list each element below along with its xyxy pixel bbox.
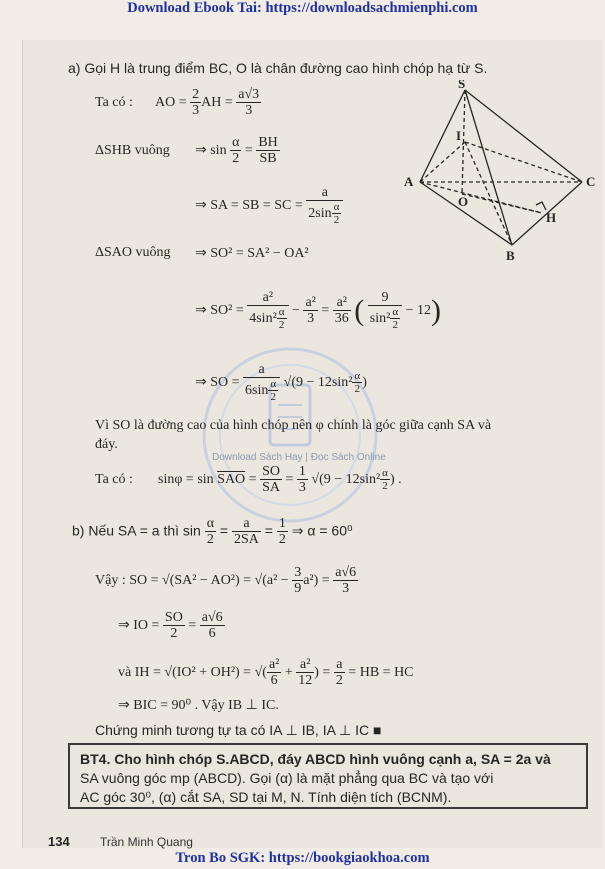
alpha-60: ⇒ α = 60⁰: [291, 522, 353, 539]
watermark-text: Download Sách Hay | Đọc Sách Online: [212, 452, 386, 463]
so2-label: ⇒ SO² =: [195, 303, 244, 319]
bt4-box: [68, 743, 588, 809]
shb-label: ΔSHB vuông: [95, 143, 170, 158]
ta-co-2: Ta có :: [95, 472, 133, 487]
sa-label: ⇒ SA = SB = SC =: [195, 198, 303, 214]
bt4-line-3: AC góc 30⁰, (α) cắt SA, SD tại M, N. Tính diện tích (BCNM).: [80, 789, 452, 805]
footer-link[interactable]: Tron Bo SGK: https://bookgiaokhoa.com: [175, 850, 430, 866]
vay-so: Vậy : SO = √(SA² − AO²) = √(a² − $\frac{3}{9}$ a²) = $\frac{a√6}{3}$: [95, 565, 357, 597]
io-formula: ⇒ IO = $\frac{SO}{2}$ = $\frac{a√6}{6}$: [118, 610, 223, 642]
so2-line2: ⇒ SO² = a² 4sin² $\frac{\alpha}{2}$ − $\frac{\text{a²}}{3}$ = $\frac{\text{a²}}{36}$ ( 9 sin² $\frac{\alpha}{2}$ − 12): [195, 290, 441, 332]
sin-label: ⇒ sin: [195, 143, 227, 159]
ao-formula: AO = $\frac{2}{3}$ AH = $\frac{a√3}{3}$: [155, 87, 260, 119]
so2-formula: ⇒ SO² = SA² − OA²: [195, 246, 309, 261]
so-label: ⇒ SO =: [195, 375, 240, 391]
author-name: Trần Minh Quang: [100, 835, 193, 849]
part-b-label: b) Nếu SA = a thì sin: [72, 522, 201, 539]
vay-so-label: Vậy : SO =: [95, 573, 159, 589]
sinphi-formula: $\sin\varphi = \sin \overline{SAO}$ = $\frac{SO}{SA}$ = $\frac{1}{3}$ √(9 − 12sin² $\frac{\alpha}{2}$ ) .: [158, 464, 402, 496]
bt4-line-2: SA vuông góc mp (ABCD). Gọi (α) là mặt phẳng qua BC và tạo với: [80, 770, 494, 786]
ta-co-1: Ta có :: [95, 95, 133, 110]
so-note-1: Vì SO là đường cao của hình chóp nên φ chính là góc giữa cạnh SA và: [95, 418, 492, 433]
proof-line: Chứng minh tương tự ta có IA ⊥ IB, IA ⊥ IC ■: [95, 722, 382, 738]
bic-line: ⇒ BIC = 90⁰ . Vậy IB ⊥ IC.: [118, 698, 279, 713]
part-b-intro: b) Nếu SA = a thì sin $\frac{\alpha}{2}$ = $\frac{a}{2SA}$ = $\frac{1}{2}$ ⇒ α = 60⁰: [72, 516, 353, 548]
ih-tail: = HB = HC: [348, 665, 414, 681]
ih-label: và IH =: [118, 665, 161, 681]
label-a: A: [404, 174, 414, 189]
sinphi-label: sinφ = sin: [158, 472, 214, 488]
label-h: H: [546, 210, 557, 225]
label-i: I: [456, 128, 462, 143]
so-formula: ⇒ SO = a 6sin $\frac{\alpha}{2}$ √(9 − 12sin² $\frac{\alpha}{2}$ ): [195, 362, 367, 404]
so-note-2: đáy.: [95, 437, 118, 452]
label-o: O: [458, 194, 469, 209]
bt4-line-1: BT4. Cho hình chóp S.ABCD, đáy ABCD hình vuông cạnh a, SA = 2a và: [80, 751, 551, 767]
header-link[interactable]: Download Ebook Tai: https://downloadsachmienphi.com: [127, 0, 478, 16]
label-b: B: [506, 248, 515, 263]
pyramid-figure: [400, 80, 600, 265]
label-s: S: [458, 80, 466, 91]
page-number: 134: [48, 834, 70, 849]
part-a-intro: a) Gọi H là trung điểm BC, O là chân đường cao hình chóp hạ từ S.: [68, 60, 488, 76]
sin-formula: ⇒ sin $\frac{\alpha}{2}$ = $\frac{BH}{SB}$: [195, 135, 278, 167]
sao-label: ΔSAO vuông: [95, 245, 171, 260]
label-c: C: [586, 174, 596, 189]
ao-label: AO =: [155, 95, 191, 111]
sa-formula: ⇒ SA = SB = SC = a 2sin $\frac{\alpha}{2}$: [195, 185, 343, 227]
ih-formula: và IH = √(IO² + OH²) = √( $\frac{\text{a²}}{6}$ + $\frac{\text{a²}}{12}$ ) = $\frac{a}{2}$ = HB = HC: [118, 657, 414, 689]
io-label: ⇒ IO =: [118, 618, 160, 634]
